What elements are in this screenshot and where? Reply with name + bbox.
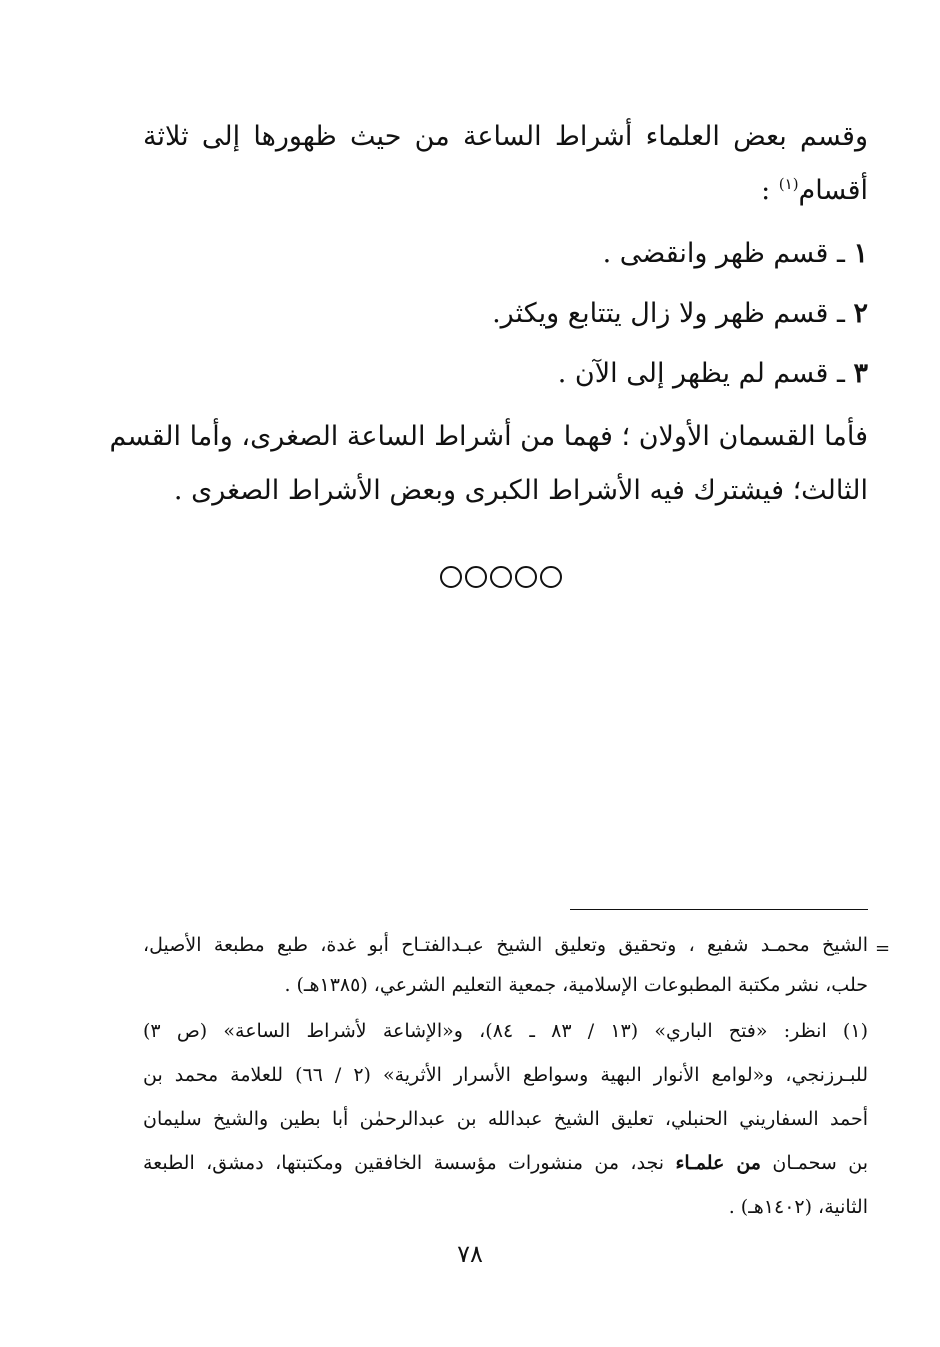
intro-colon: :: [761, 175, 771, 206]
footnote-divider: [570, 909, 868, 910]
list-item-text: ـ قسم ظهر وانقضى .: [602, 238, 845, 269]
conclusion-line-2: الثالث؛ فيشترك فيه الأشراط الكبرى وبعض الأشراط الصغرى .: [173, 475, 868, 506]
circle-ornament-icon: [490, 566, 512, 588]
page-number: ٧٨: [457, 1240, 483, 1268]
footnote-line: [143, 1154, 868, 1173]
footnote-bold-text: من علمـاء: [675, 1152, 761, 1174]
list-item: [558, 360, 868, 387]
list-item: [603, 240, 868, 267]
list-item-number: ١: [853, 238, 868, 269]
circle-ornament-icon: [440, 566, 462, 588]
circle-ornament-icon: [465, 566, 487, 588]
list-item-number: ٣: [853, 358, 868, 389]
footnote-line: الشيخ محمـد شفيع ، وتحقيق وتعليق الشيخ عبـدالفتـاح أبو غدة، طبع مطبعة الأصيل،: [143, 934, 868, 956]
list-item-number: ٢: [853, 298, 868, 329]
footnote-line: للبـرزنجي، و«لوامع الأنوار البهية وسواطع الأسرار الأثرية» (٢ / ٦٦) للعلامة محمد بن: [143, 1064, 868, 1086]
circle-ornament-icon: [515, 566, 537, 588]
conclusion-line-1: فأما القسمان الأولان ؛ فهما من أشراط الساعة الصغرى، وأما القسم: [109, 421, 868, 452]
intro-line-2: [761, 177, 868, 204]
footnote-line: أحمد السفاريني الحنبلي، تعليق الشيخ عبدالله بن عبدالرحمٰن أبا بطين والشيخ سليمان: [143, 1108, 868, 1130]
intro-word: أقسام: [798, 175, 868, 206]
section-separator: [440, 566, 562, 588]
intro-line-1: وقسم بعض العلماء أشراط الساعة من حيث ظهورها إلى ثلاثة: [143, 121, 868, 152]
footnote-line: الثانية، (١٤٠٢هـ) .: [728, 1196, 868, 1218]
list-item: [492, 300, 868, 327]
list-item-text: ـ قسم ظهر ولا زال يتتابع ويكثر.: [492, 298, 845, 329]
footnote-text: نجد، من منشورات مؤسسة الخافقين ومكتبتها، دمشق، الطبعة: [143, 1152, 665, 1174]
footnote-continuation-marker: =: [875, 938, 891, 959]
circle-ornament-icon: [540, 566, 562, 588]
footnote-text: بن سحمـان: [772, 1152, 868, 1174]
list-item-text: ـ قسم لم يظهر إلى الآن .: [557, 358, 845, 389]
footnote-reference: (١): [778, 175, 799, 193]
footnote-line: (١) انظر: «فتح الباري» (١٣ / ٨٣ ـ ٨٤)، و«الإشاعة لأشراط الساعة» (ص ٣): [143, 1020, 868, 1042]
footnote-line: حلب، نشر مكتبة المطبوعات الإسلامية، جمعية التعليم الشرعي، (١٣٨٥هـ) .: [284, 974, 868, 996]
